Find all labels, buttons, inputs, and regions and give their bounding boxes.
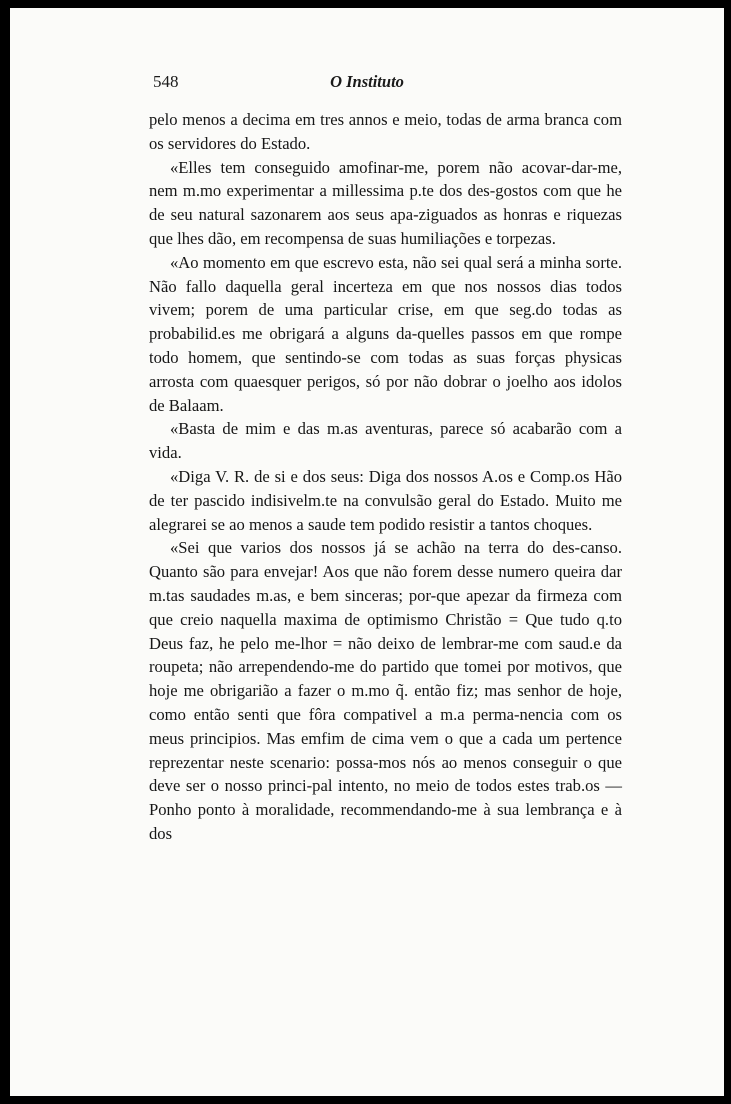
page-number: 548 <box>153 72 179 91</box>
paragraph: «Ao momento em que escrevo esta, não sei qual será a minha sorte. Não fallo daquella geral incerteza em que nos nossos dias todos vivem; porem de uma particular crise, em que seg.do todas as probabilid.es me obrigará a alguns da-quelles passos em que rompe todo homem, que sentindo-se com todas as suas forças physicas arrosta com quaesquer perigos, só por não dobrar o joelho aos idolos de Balaam. <box>149 252 622 415</box>
body-text <box>149 108 622 846</box>
page-header <box>10 72 724 96</box>
book-page <box>10 8 724 1096</box>
paragraph: pelo menos a decima em tres annos e meio, todas de arma branca com os servidores do Estado. <box>149 110 622 153</box>
paragraph: «Elles tem conseguido amofinar-me, porem não acovar-dar-me, nem m.mo experimentar a millessima p.te dos des-gostos com que he de seu natural sazonarem aos seus apa-ziguados as honras e riquezas que lhes dão, em recompensa de suas humiliações e torpezas. <box>149 157 622 248</box>
paragraph: «Basta de mim e das m.as aventuras, parece só acabarão com a vida. <box>149 419 622 463</box>
paragraph: «Sei que varios dos nossos já se achão na terra do des-canso. Quanto são para envejar! Aos que não forem desse numero queira dar m.tas saudades m.as, e bem sinceras; por-que apezar da firmeza com que creio naquella maxima de optimismo Christão = Que tudo q.to Deus faz, he pelo me-lhor = não deixo de lembrar-me com saud.e da roupeta; não arrependendo-me do partido que tomei por motivos, que hoje me obrigarião a fazer o m.mo q̃. então fiz; mas senhor de hoje, como então senti que fôra compativel a m.a perma-nencia com os meus principios. Mas emfim de cima vem o que a cada um pertence reprezentar neste scenario: possa-mos nós ao menos conseguir o que deve ser o nosso princi-pal intento, no meio de todos estes trab.os — Ponho ponto à moralidade, recommendando-me à sua lembrança e à dos <box>149 538 622 843</box>
paragraph: «Diga V. R. de si e dos seus: Diga dos nossos A.os e Comp.os Hão de ter pascido indisivelm.te na convulsão geral do Estado. Muito me alegrarei se ao menos a saude tem podido resistir a tantos choques. <box>149 466 622 534</box>
running-title: O Instituto <box>330 72 404 91</box>
